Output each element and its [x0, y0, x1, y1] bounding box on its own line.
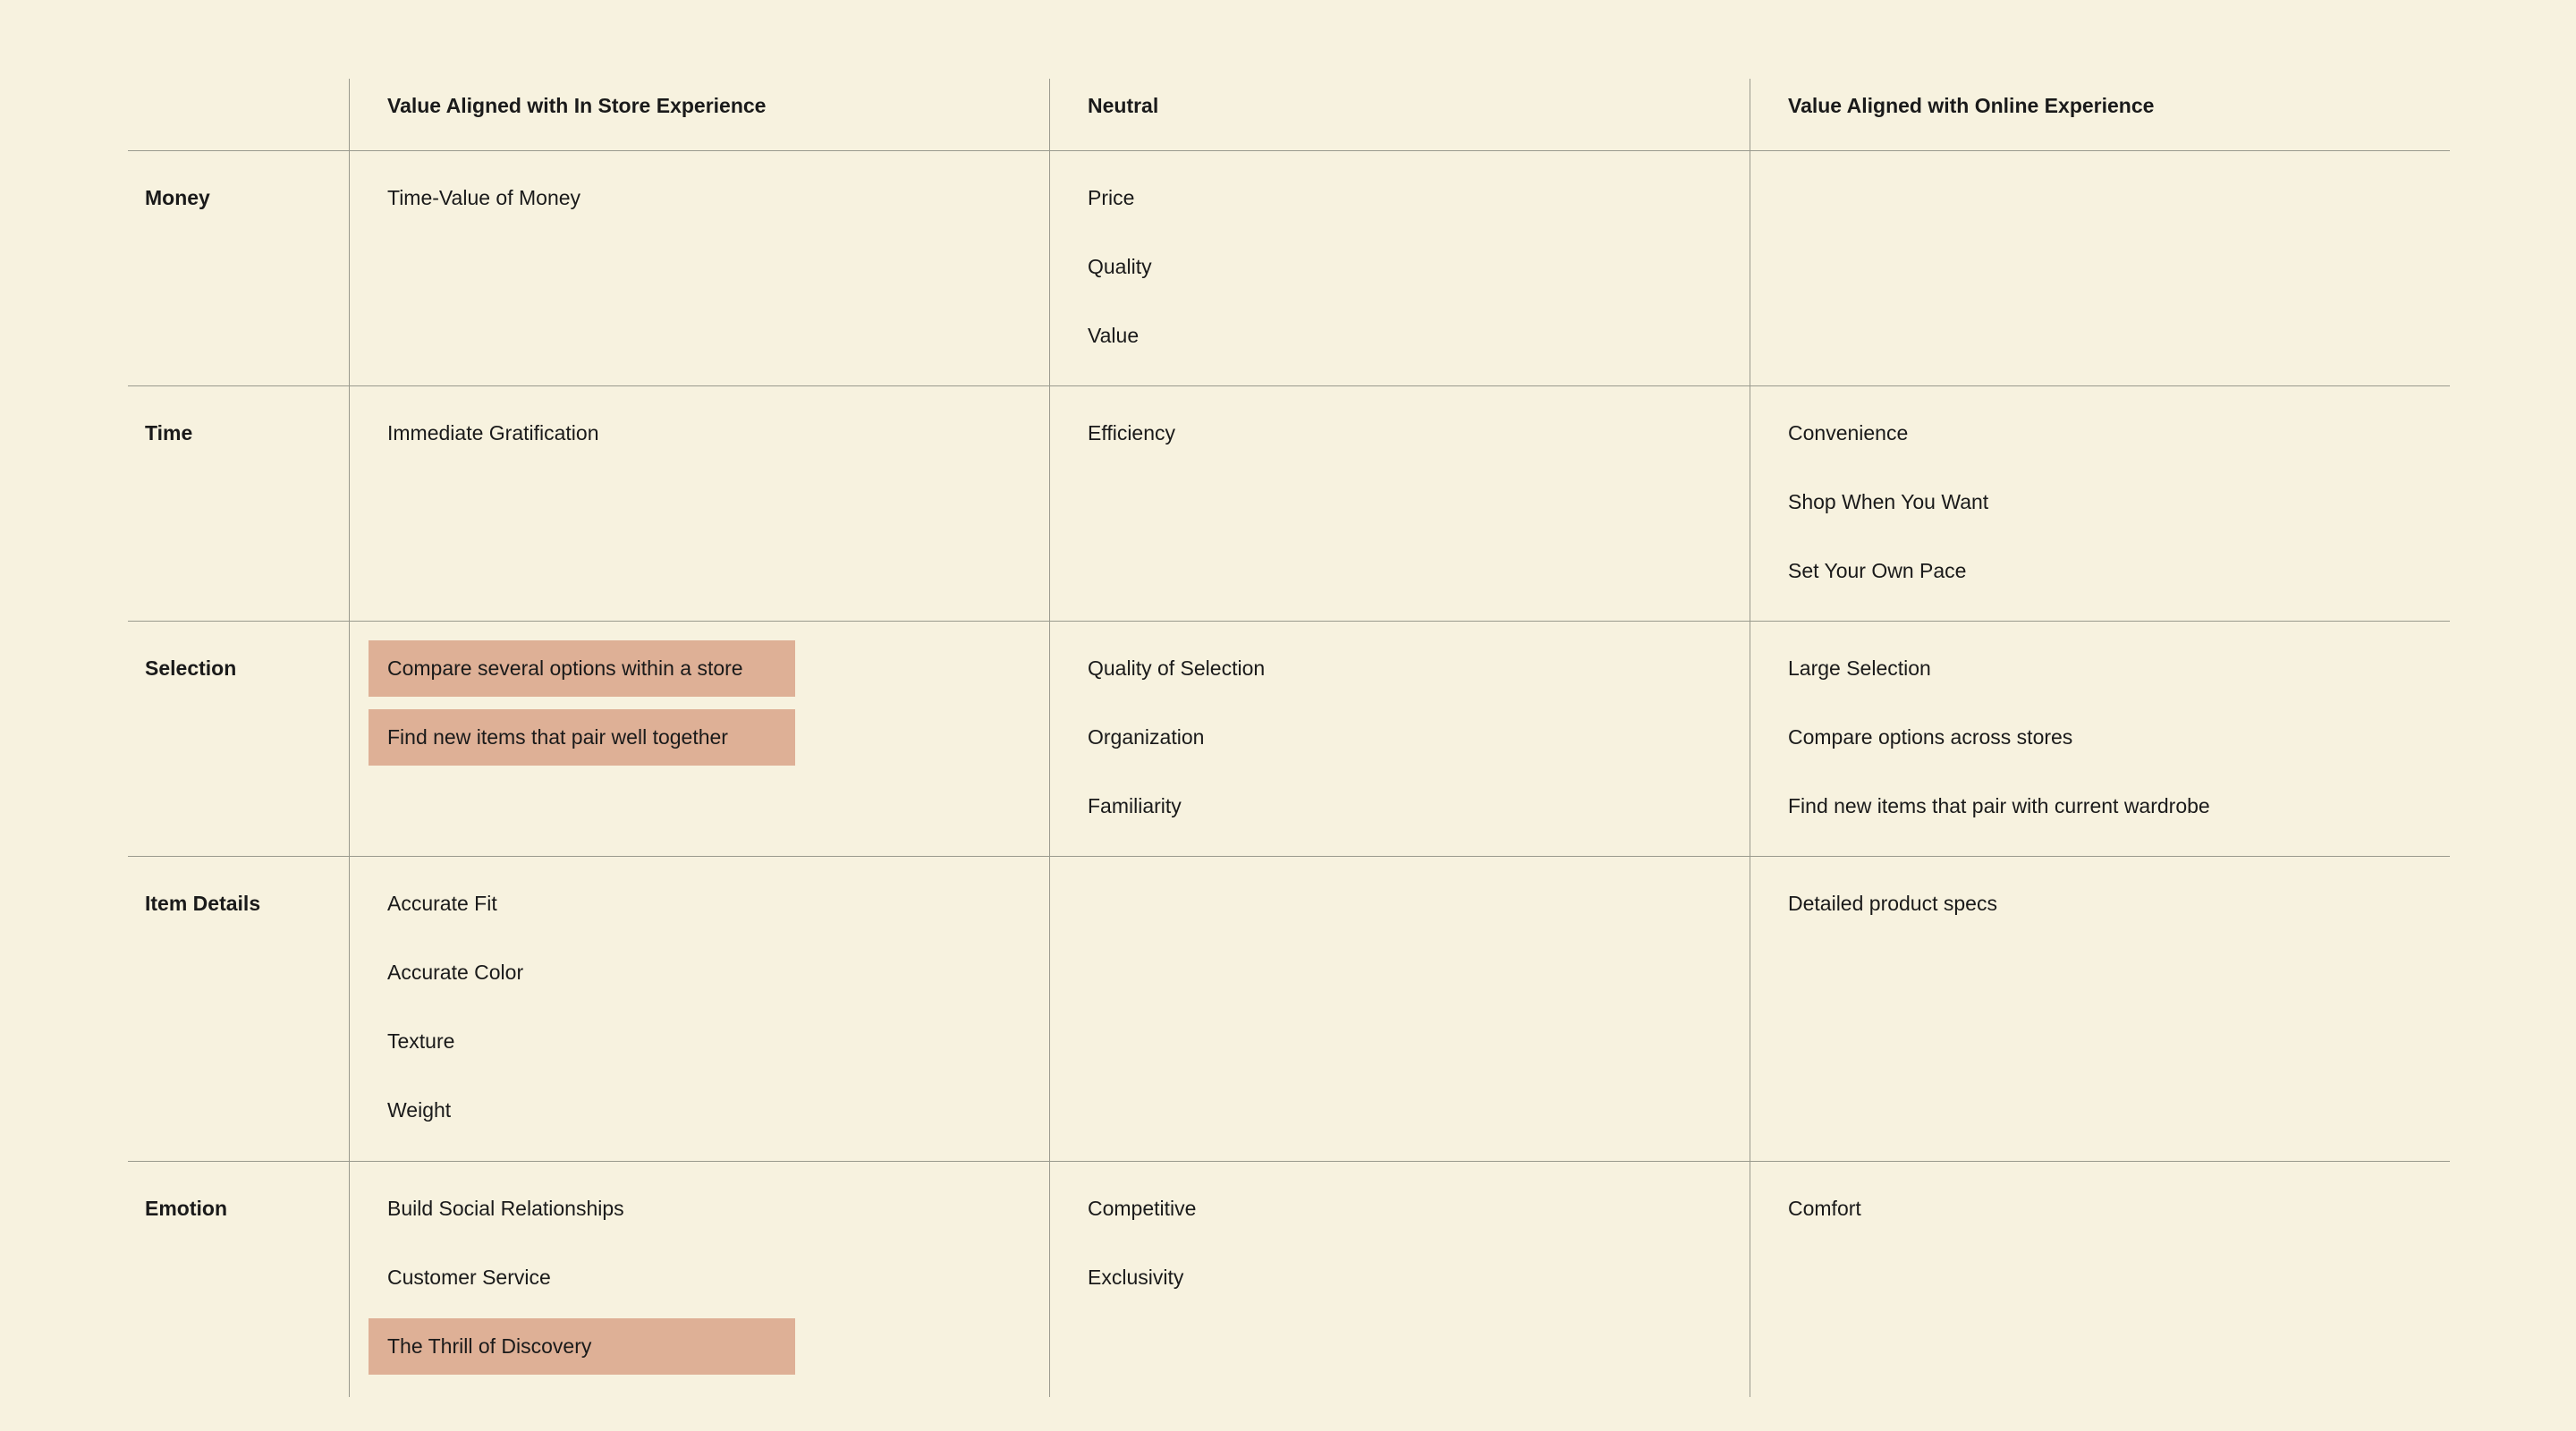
row-money: [128, 151, 2450, 386]
header-row: [128, 79, 2450, 151]
cell-time-in-store: [349, 386, 1049, 621]
list-item: Time-Value of Money: [387, 186, 581, 209]
row-label-money: Money: [145, 186, 210, 209]
list-item: Convenience: [1788, 421, 1909, 445]
row-label-time: Time: [145, 421, 193, 445]
header-corner: [128, 79, 349, 150]
list-item: Quality: [1088, 255, 1152, 278]
row-label-item-details: Item Details: [145, 892, 261, 915]
cell-selection-online: [1750, 622, 2450, 856]
cell-selection-neutral: [1049, 622, 1750, 856]
row-emotion: [128, 1162, 2450, 1397]
cell-money-online: [1750, 151, 2450, 385]
cell-emotion-online: [1750, 1162, 2450, 1397]
cell-item-details-online: [1750, 857, 2450, 1161]
list-item: Weight: [387, 1098, 452, 1122]
highlighted-item: Find new items that pair well together: [369, 709, 795, 766]
cell-money-neutral: [1049, 151, 1750, 385]
list-item: Customer Service: [387, 1266, 551, 1289]
highlighted-item: Compare several options within a store: [369, 640, 795, 697]
cell-selection-in-store: [349, 622, 1049, 856]
row-label-emotion: Emotion: [145, 1197, 227, 1220]
list-item: Organization: [1088, 725, 1205, 749]
cell-item-details-in-store: [349, 857, 1049, 1161]
list-item: Accurate Fit: [387, 892, 497, 915]
header-neutral: Neutral: [1049, 79, 1750, 150]
header-in-store: Value Aligned with In Store Experience: [349, 79, 1049, 150]
list-item: Familiarity: [1088, 794, 1182, 817]
list-item: Shop When You Want: [1788, 490, 1989, 513]
list-item: Compare options across stores: [1788, 725, 2073, 749]
list-item: Exclusivity: [1088, 1266, 1184, 1289]
list-item: Price: [1088, 186, 1135, 209]
cell-emotion-in-store: [349, 1162, 1049, 1397]
highlighted-item: The Thrill of Discovery: [369, 1318, 795, 1375]
row-selection: [128, 622, 2450, 857]
list-item: Efficiency: [1088, 421, 1176, 445]
list-item: Quality of Selection: [1088, 656, 1266, 680]
list-item: Build Social Relationships: [387, 1197, 624, 1220]
list-item: Set Your Own Pace: [1788, 559, 1967, 582]
list-item: Value: [1088, 324, 1140, 347]
list-item: Texture: [387, 1029, 455, 1053]
cell-time-online: [1750, 386, 2450, 621]
cell-time-neutral: [1049, 386, 1750, 621]
list-item: Detailed product specs: [1788, 892, 1997, 915]
cell-emotion-neutral: [1049, 1162, 1750, 1397]
row-item-details: [128, 857, 2450, 1162]
list-item: Comfort: [1788, 1197, 1861, 1220]
comparison-table: [128, 79, 2450, 1397]
cell-money-in-store: [349, 151, 1049, 385]
list-item: Accurate Color: [387, 961, 524, 984]
row-time: [128, 386, 2450, 622]
list-item: Find new items that pair with current wardrobe: [1788, 794, 2210, 817]
list-item: Competitive: [1088, 1197, 1197, 1220]
cell-item-details-neutral: [1049, 857, 1750, 1161]
list-item: Immediate Gratification: [387, 421, 599, 445]
header-online: Value Aligned with Online Experience: [1750, 79, 2450, 150]
list-item: Large Selection: [1788, 656, 1931, 680]
row-label-selection: Selection: [145, 656, 237, 680]
